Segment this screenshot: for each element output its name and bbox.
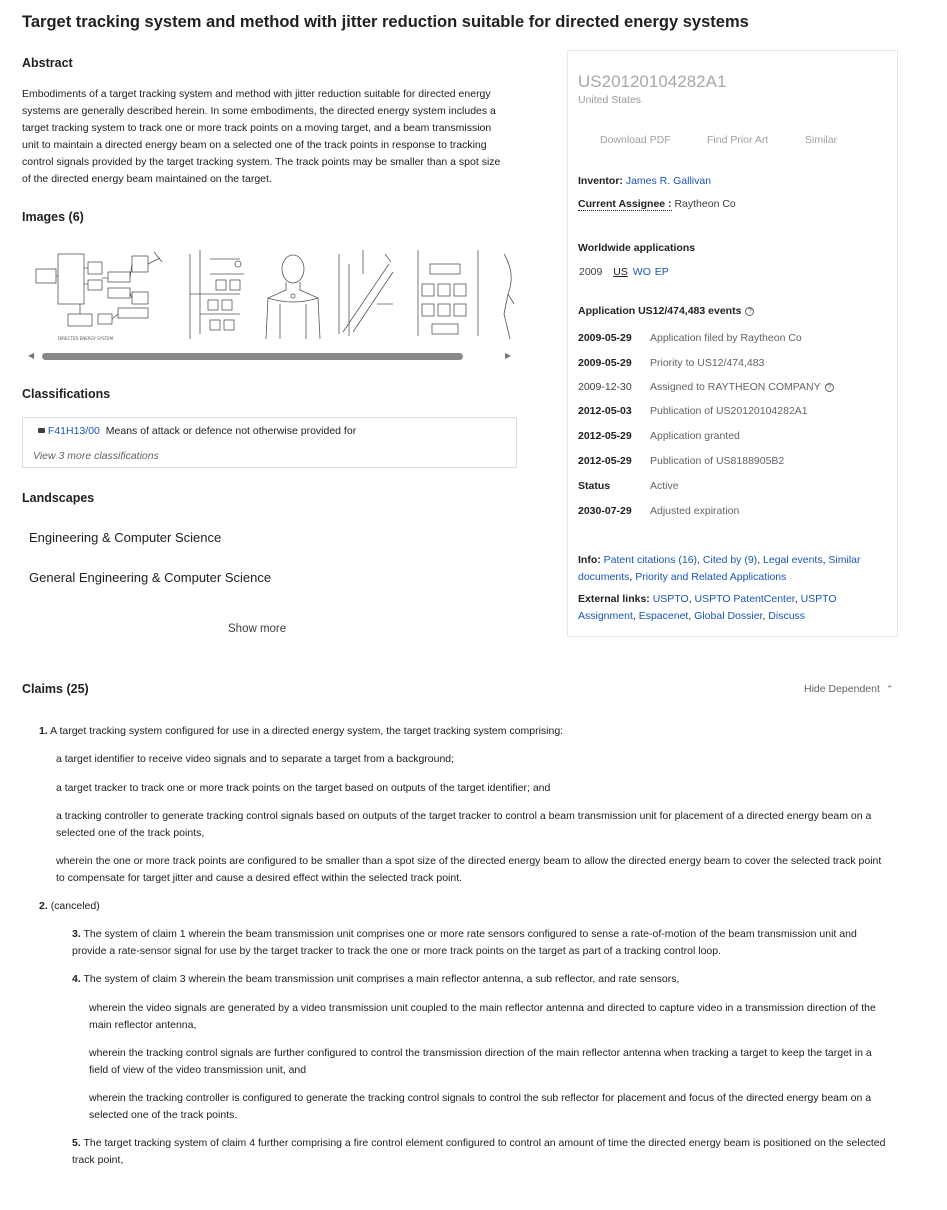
help-icon[interactable]: ? (745, 307, 754, 316)
classification-description: Means of attack or defence not otherwise provided for (105, 425, 357, 437)
circuit-diagram-thumbnail[interactable] (180, 244, 255, 344)
classification-code-link[interactable]: F41H13/00 (47, 425, 100, 437)
download-pdf-button[interactable]: Download PDF (600, 134, 671, 146)
classifications-heading: Classifications (22, 387, 111, 401)
block-diagram-thumbnail[interactable] (28, 244, 173, 344)
help-icon[interactable]: ? (825, 383, 834, 392)
worldwide-year: 2009 (579, 266, 603, 278)
info-link[interactable]: Priority and Related Applications (635, 571, 787, 583)
worldwide-applications (579, 266, 669, 278)
event-date: 2012-05-29 (578, 430, 632, 442)
view-more-classifications[interactable]: View 3 more classifications (33, 450, 159, 462)
hide-dependent-toggle[interactable] (804, 683, 893, 695)
scroll-left-icon[interactable]: ◀ (28, 351, 35, 360)
classification-item (38, 425, 356, 437)
external-label: External links: (578, 593, 650, 605)
beam-diagram-thumbnail[interactable] (333, 244, 398, 344)
claim-element: a tracking controller to generate tracking control signals based on outputs of the target tracker to control a beam transmission unit for placement of a directed energy beam on a selected one of the track points, (56, 810, 872, 839)
event-row (578, 405, 808, 417)
claim-element: wherein the video signals are generated by a video transmission unit coupled to the main reflector antenna and directed to capture video in a transmission direction of the main reflector antenna, (89, 1002, 876, 1031)
country-ep-link[interactable]: EP (654, 266, 669, 278)
landscape-item[interactable]: General Engineering & Computer Science (29, 570, 272, 585)
event-date: 2012-05-03 (578, 405, 632, 417)
event-row (578, 381, 834, 393)
image-carousel[interactable] (28, 244, 518, 348)
external-links: External links: USPTO, USPTO PatentCenter, USPTO Assignment, Espacenet, Global Dossier, Discuss (578, 593, 837, 622)
events-heading: Application US12/474,483 events ? (578, 305, 754, 317)
antenna-thumbnail[interactable] (498, 244, 518, 344)
landscape-item[interactable]: Engineering & Computer Science (29, 530, 222, 545)
abstract-heading: Abstract (22, 56, 73, 70)
external-link[interactable]: Global Dossier (694, 610, 763, 622)
claim-element: a target tracker to track one or more track points on the target based on outputs of the target identifier; and (56, 782, 551, 794)
inventor-label: Inventor: (578, 175, 623, 187)
claims-heading: Claims (25) (22, 682, 89, 696)
carousel-scrollbar[interactable] (42, 353, 463, 360)
tag-icon (38, 428, 45, 433)
event-desc: Adjusted expiration (650, 505, 740, 517)
info-link[interactable]: Patent citations (16) (603, 554, 698, 566)
event-desc: Publication of US8188905B2 (650, 455, 785, 467)
event-date: 2009-05-29 (578, 357, 632, 369)
event-row (578, 357, 764, 369)
event-desc: Priority to US12/474,483 (650, 357, 765, 369)
country-us-link[interactable]: US (613, 266, 628, 278)
event-date: 2030-07-29 (578, 505, 632, 517)
show-more-button[interactable]: Show more (228, 623, 287, 635)
find-prior-art-button[interactable]: Find Prior Art (707, 134, 769, 146)
status-value: Active (650, 480, 679, 492)
external-link[interactable]: Discuss (768, 610, 806, 622)
country-wo-link[interactable]: WO (632, 266, 651, 278)
event-row (578, 505, 739, 517)
claim-4: 4. The system of claim 3 wherein the beam transmission unit comprises a main reflector antenna, a sub reflector, and rate sensors, (72, 973, 680, 985)
claim-5: 5. The target tracking system of claim 4 further comprising a fire control element configured to control an amount of time the directed energy beam is positioned on the selected track point, (72, 1137, 886, 1166)
publication-number: US20120104282A1 (578, 72, 727, 91)
svg-text:DIRECTED ENERGY SYSTEM: DIRECTED ENERGY SYSTEM (58, 336, 114, 341)
claim-element: wherein the tracking controller is configured to generate the tracking control signals to control the sub reflector for placement and focus of the directed energy beam on a selected one of the track points. (89, 1092, 872, 1121)
event-desc: Assigned to RAYTHEON COMPANY (650, 381, 821, 393)
claim-element: wherein the tracking control signals are further configured to control the transmission direction of the main reflector antenna when tracking a target to keep the target in a field of view of the video transmission unit, and (89, 1047, 872, 1076)
info-link[interactable]: Similar documents (578, 554, 861, 583)
event-desc: Application granted (650, 430, 740, 442)
assignee-label: Current Assignee : (578, 198, 672, 210)
external-link[interactable]: Espacenet (638, 610, 689, 622)
info-links: Info: Patent citations (16), Cited by (9), Legal events, Similar documents, Priority and Related Applications (578, 554, 861, 583)
info-link[interactable]: Legal events (763, 554, 823, 566)
claim-2: 2. (canceled) (39, 900, 100, 912)
claim-element: a target identifier to receive video signals and to separate a target from a background; (56, 753, 455, 765)
images-heading: Images (6) (22, 210, 84, 224)
event-row (578, 455, 784, 467)
event-date: 2009-05-29 (578, 332, 632, 344)
inventor-link[interactable]: James R. Gallivan (625, 175, 712, 187)
landscapes-heading: Landscapes (22, 491, 95, 505)
similar-button[interactable]: Similar (805, 134, 838, 146)
info-label: Info: (578, 554, 601, 566)
assignee-value: Raytheon Co (674, 198, 736, 210)
external-link[interactable]: USPTO PatentCenter (694, 593, 795, 605)
event-row (578, 430, 740, 442)
event-desc: Publication of US20120104282A1 (650, 405, 808, 417)
info-link[interactable]: Cited by (9) (702, 554, 758, 566)
claim-element: wherein the one or more track points are configured to be smaller than a spot size of the directed energy beam to allow the directed energy beam to cover the selected track point to compensate for target jitter and cause a desired effect within the selected track point. (56, 855, 882, 884)
inventor-field (578, 175, 711, 187)
abstract-text: Embodiments of a target tracking system and method with jitter reduction suitable for directed energy systems are generally described herein. In some embodiments, the directed energy system includes a target tracking system to track one or more track points on a moving target, and a beam transmission unit to maintain a directed energy beam on a selected one of the track points in response to tracking control signals provided by the target tracking system. The track points may be smaller than a spot size of the directed energy beam maintained on the target. (22, 88, 501, 185)
status-row (578, 480, 679, 492)
chevron-up-icon: ⌃ (885, 684, 894, 694)
event-date: 2012-05-29 (578, 455, 632, 467)
figure-person-thumbnail[interactable] (260, 244, 325, 344)
units-diagram-thumbnail[interactable] (408, 244, 488, 344)
worldwide-heading: Worldwide applications (578, 242, 696, 254)
event-date: 2009-12-30 (578, 381, 632, 393)
assignee-field (578, 198, 736, 210)
page-title: Target tracking system and method with jitter reduction suitable for directed energy systems (22, 13, 749, 31)
country: United States (578, 94, 642, 106)
status-label: Status (578, 480, 611, 492)
hide-dependent-label: Hide Dependent (804, 683, 880, 695)
external-link[interactable]: USPTO Assignment (578, 593, 837, 622)
event-row (578, 332, 802, 344)
scroll-right-icon[interactable]: ▶ (505, 351, 512, 360)
claim-1: 1. A target tracking system configured for use in a directed energy system, the target tracking system comprising: (39, 725, 564, 737)
event-desc: Application filed by Raytheon Co (650, 332, 802, 344)
external-link[interactable]: USPTO (652, 593, 689, 605)
claim-3: 3. The system of claim 1 wherein the beam transmission unit comprises one or more rate sensors configured to sense a rate-of-motion of the beam transmission unit and provide a rate-sensor signal for use by the target tracker to track the one or more track points on the target as part of a tracking control loop. (72, 928, 857, 957)
